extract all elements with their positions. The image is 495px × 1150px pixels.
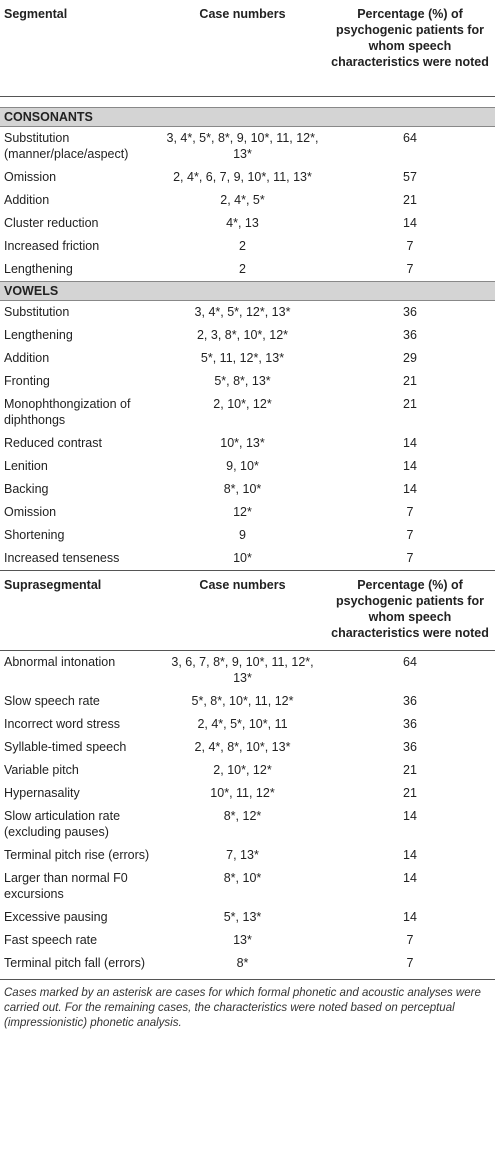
table-footnote: Cases marked by an asterisk are cases for which formal phonetic and acoustic analyses were carried out. For the remaining cases, the characteristics were noted based on perceptual (impressionistic) phonetic analysis. <box>4 986 481 1029</box>
suprasegmental-header-row <box>0 570 495 650</box>
case-numbers-cell: 2, 4*, 6, 7, 9, 10*, 11, 13* <box>173 169 312 184</box>
case-numbers-cell: 8*, 12* <box>223 808 262 823</box>
characteristic-cell: Addition <box>4 192 50 207</box>
characteristic-cell: Backing <box>4 481 49 496</box>
characteristic-cell: Lengthening <box>4 327 73 342</box>
percentage-cell: 7 <box>406 932 414 947</box>
percentage-cell: 14 <box>403 847 417 862</box>
section-spacer <box>0 96 495 107</box>
case-numbers-cell: 9, 10* <box>226 458 259 473</box>
table-row <box>0 929 495 952</box>
category-subheader: VOWELS <box>0 281 495 300</box>
table-row <box>0 501 495 524</box>
table-row <box>0 235 495 258</box>
percentage-cell: 14 <box>403 481 417 496</box>
percentage-cell: 7 <box>406 261 414 276</box>
case-numbers-cell: 5*, 8*, 10*, 11, 12* <box>191 693 294 708</box>
case-numbers-cell: 3, 6, 7, 8*, 9, 10*, 11, 12*, 13* <box>171 654 314 685</box>
case-numbers-cell: 10*, 13* <box>220 435 265 450</box>
percentage-cell: 36 <box>403 716 417 731</box>
case-numbers-cell: 5*, 13* <box>223 909 262 924</box>
percentage-cell: 21 <box>403 762 417 777</box>
table-row <box>0 258 495 282</box>
characteristic-cell: Increased tenseness <box>4 550 120 565</box>
table-row <box>0 713 495 736</box>
characteristic-cell: Incorrect word stress <box>4 716 121 731</box>
percentage-cell: 64 <box>403 130 417 145</box>
case-numbers-column-header: Case numbers <box>199 577 286 592</box>
characteristic-cell: Terminal pitch fall (errors) <box>4 955 146 970</box>
case-numbers-cell: 2, 4*, 5*, 10*, 11 <box>197 716 288 731</box>
case-numbers-cell: 7, 13* <box>226 847 259 862</box>
percentage-cell: 36 <box>403 304 417 319</box>
table-row <box>0 189 495 212</box>
characteristic-cell: Shortening <box>4 527 65 542</box>
percentage-column-header: Percentage (%) of psychogenic patients for whom speech characteristics were noted <box>331 7 489 69</box>
category-subheader-row <box>0 281 495 300</box>
characteristic-cell: Syllable-timed speech <box>4 739 127 754</box>
percentage-cell: 7 <box>406 550 414 565</box>
segmental-header-row <box>0 0 495 96</box>
characteristic-cell: Omission <box>4 169 57 184</box>
case-numbers-cell: 12* <box>233 504 252 519</box>
table-row <box>0 524 495 547</box>
case-numbers-cell: 13* <box>233 932 252 947</box>
case-numbers-cell: 2 <box>239 238 246 253</box>
percentage-column-header: Percentage (%) of psychogenic patients for whom speech characteristics were noted <box>331 577 489 640</box>
percentage-cell: 14 <box>403 909 417 924</box>
case-numbers-cell: 5*, 11, 12*, 13* <box>200 350 285 365</box>
case-numbers-cell: 2, 4*, 8*, 10*, 13* <box>194 739 291 754</box>
characteristic-cell: Lenition <box>4 458 48 473</box>
case-numbers-cell: 2, 3, 8*, 10*, 12* <box>196 327 289 342</box>
table-row <box>0 166 495 189</box>
characteristic-cell: Addition <box>4 350 50 365</box>
percentage-cell: 21 <box>403 396 417 411</box>
percentage-cell: 21 <box>403 373 417 388</box>
percentage-cell: 36 <box>403 739 417 754</box>
characteristic-cell: Fast speech rate <box>4 932 98 947</box>
table-row <box>0 300 495 324</box>
case-numbers-cell: 2, 10*, 12* <box>213 396 272 411</box>
suprasegmental-header-section <box>0 570 495 650</box>
category-subheader: CONSONANTS <box>0 107 495 126</box>
percentage-cell: 7 <box>406 238 414 253</box>
table-row <box>0 370 495 393</box>
case-numbers-cell: 8*, 10* <box>223 481 262 496</box>
table-row <box>0 736 495 759</box>
table-row <box>0 867 495 906</box>
percentage-cell: 14 <box>403 458 417 473</box>
segmental-column-header: Segmental <box>4 7 68 21</box>
table-row <box>0 478 495 501</box>
characteristic-cell: Cluster reduction <box>4 215 99 230</box>
percentage-cell: 36 <box>403 693 417 708</box>
table-row <box>0 782 495 805</box>
characteristic-cell: Hypernasality <box>4 785 80 800</box>
case-numbers-cell: 10*, 11, 12* <box>210 785 275 800</box>
case-numbers-cell: 3, 4*, 5*, 8*, 9, 10*, 11, 12*, 13* <box>166 130 319 161</box>
table-row <box>0 347 495 370</box>
case-numbers-cell: 8* <box>236 955 249 970</box>
characteristic-cell: Monophthongization of diphthongs <box>4 396 131 427</box>
characteristic-cell: Increased friction <box>4 238 100 253</box>
characteristic-cell: Terminal pitch rise (errors) <box>4 847 150 862</box>
table-row <box>0 952 495 975</box>
percentage-cell: 29 <box>403 350 417 365</box>
case-numbers-cell: 3, 4*, 5*, 12*, 13* <box>194 304 291 319</box>
percentage-cell: 64 <box>403 654 417 669</box>
case-numbers-cell: 8*, 10* <box>223 870 262 885</box>
percentage-cell: 21 <box>403 192 417 207</box>
table-row <box>0 212 495 235</box>
table-row <box>0 805 495 844</box>
characteristic-cell: Slow speech rate <box>4 693 100 708</box>
suprasegmental-column-header: Suprasegmental <box>4 577 102 592</box>
category-subheader-row <box>0 107 495 126</box>
table-row <box>0 393 495 432</box>
percentage-cell: 14 <box>403 870 417 885</box>
table-row <box>0 432 495 455</box>
characteristic-cell: Lengthening <box>4 261 73 276</box>
percentage-cell: 36 <box>403 327 417 342</box>
characteristic-cell: Substitution (manner/place/aspect) <box>4 130 129 161</box>
percentage-cell: 21 <box>403 785 417 800</box>
characteristic-cell: Slow articulation rate (excluding pauses) <box>4 808 121 839</box>
case-numbers-cell: 4*, 13 <box>226 215 259 230</box>
spacer-cell <box>0 96 495 107</box>
table-row <box>0 650 495 690</box>
case-numbers-cell: 10* <box>233 550 252 565</box>
characteristic-cell: Reduced contrast <box>4 435 102 450</box>
table-row <box>0 126 495 166</box>
table-row <box>0 906 495 929</box>
characteristic-cell: Omission <box>4 504 57 519</box>
table-row <box>0 547 495 571</box>
table-row <box>0 324 495 347</box>
characteristic-cell: Variable pitch <box>4 762 79 777</box>
table-row <box>0 690 495 713</box>
characteristic-cell: Larger than normal F0 excursions <box>4 870 128 901</box>
percentage-cell: 57 <box>403 169 417 184</box>
case-numbers-cell: 2 <box>239 261 246 276</box>
percentage-cell: 14 <box>403 435 417 450</box>
percentage-cell: 7 <box>406 955 414 970</box>
percentage-cell: 14 <box>403 215 417 230</box>
case-numbers-cell: 9 <box>239 527 246 542</box>
percentage-cell: 7 <box>406 504 414 519</box>
case-numbers-column-header: Case numbers <box>199 7 286 21</box>
case-numbers-cell: 5*, 8*, 13* <box>214 373 271 388</box>
suprasegmental-section <box>0 650 495 975</box>
characteristic-cell: Excessive pausing <box>4 909 108 924</box>
characteristic-cell: Fronting <box>4 373 50 388</box>
case-numbers-cell: 2, 10*, 12* <box>213 762 272 777</box>
characteristic-cell: Substitution <box>4 304 70 319</box>
percentage-cell: 7 <box>406 527 414 542</box>
table-row <box>0 759 495 782</box>
table-row <box>0 455 495 478</box>
characteristic-cell: Abnormal intonation <box>4 654 116 669</box>
table-row <box>0 844 495 867</box>
percentage-cell: 14 <box>403 808 417 823</box>
segmental-section <box>0 96 495 570</box>
case-numbers-cell: 2, 4*, 5* <box>220 192 265 207</box>
